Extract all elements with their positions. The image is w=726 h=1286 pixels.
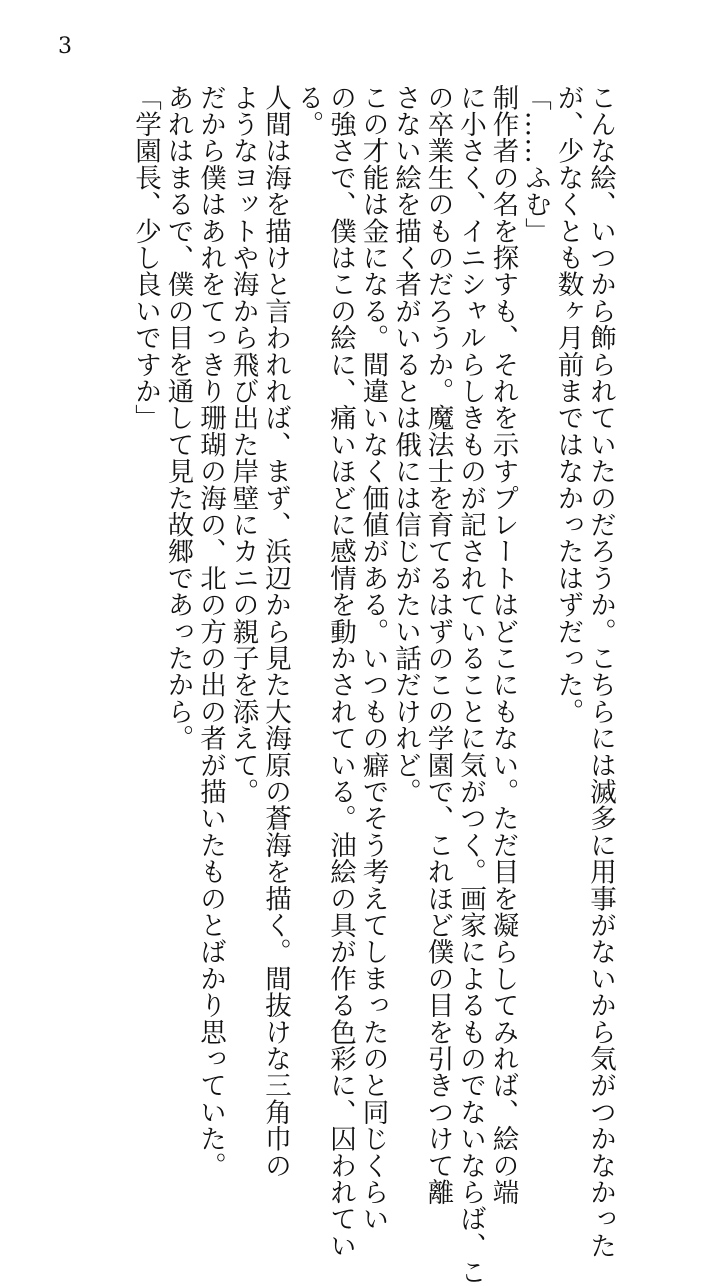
text-line-4: 制作者の名を探すも、それを示すプレートはどこにもない。ただ目を凝らしてみれば、絵の端 <box>487 84 519 1206</box>
text-line-5: に小さく、イニシャルらしきものが記されていることに気がつく。画家によるものでないならば、こ <box>455 84 486 1286</box>
text-line-10: る。 <box>292 84 324 138</box>
text-line-13: だから僕はあれをてっきり珊瑚の海の、北の方の出の者が描いたものとばかり思っていた。 <box>195 84 226 1179</box>
page-number: 3 <box>58 34 72 59</box>
text-line-2: が、少なくとも数ヶ月前まではなかったはずだった。 <box>552 84 584 725</box>
text-line-12: ようなヨットや海から飛び出た岸壁にカニの親子を添えて。 <box>227 84 259 805</box>
text-line-11: 人間は海を描けと言われれば、まず、浜辺から見た大海原の蒼海を描く。間抜けな三角巾の <box>260 84 291 1179</box>
text-line-15: 「学園長、少し良いですか」 <box>130 84 161 432</box>
text-line-6: の卒業生のものだろうか。魔法士を育てるはずのこの学園で、これほど僕の目を引きつけて離 <box>422 84 454 1206</box>
text-line-8: この才能は金になる。間違いなく価値がある。いつもの癖でそう考えてしまったのと同じくらい <box>357 84 389 1233</box>
text-line-1: こんな絵、いつから飾られていたのだろうか。こちらには滅多に用事がないから気がつかなかった <box>585 84 616 1259</box>
vertical-text-body <box>129 84 617 1286</box>
text-line-3: 「……ふむ」 <box>520 84 551 245</box>
text-line-14: あれはまるで、僕の目を通して見た故郷であったから。 <box>162 84 194 752</box>
text-line-9: の強さで、僕はこの絵に、痛いほどに感情を動かされている。油絵の具が作る色彩に、囚われてい <box>325 84 356 1259</box>
text-line-7: さない絵を描く者がいるとは俄には信じがたい話だけれど。 <box>390 84 421 805</box>
